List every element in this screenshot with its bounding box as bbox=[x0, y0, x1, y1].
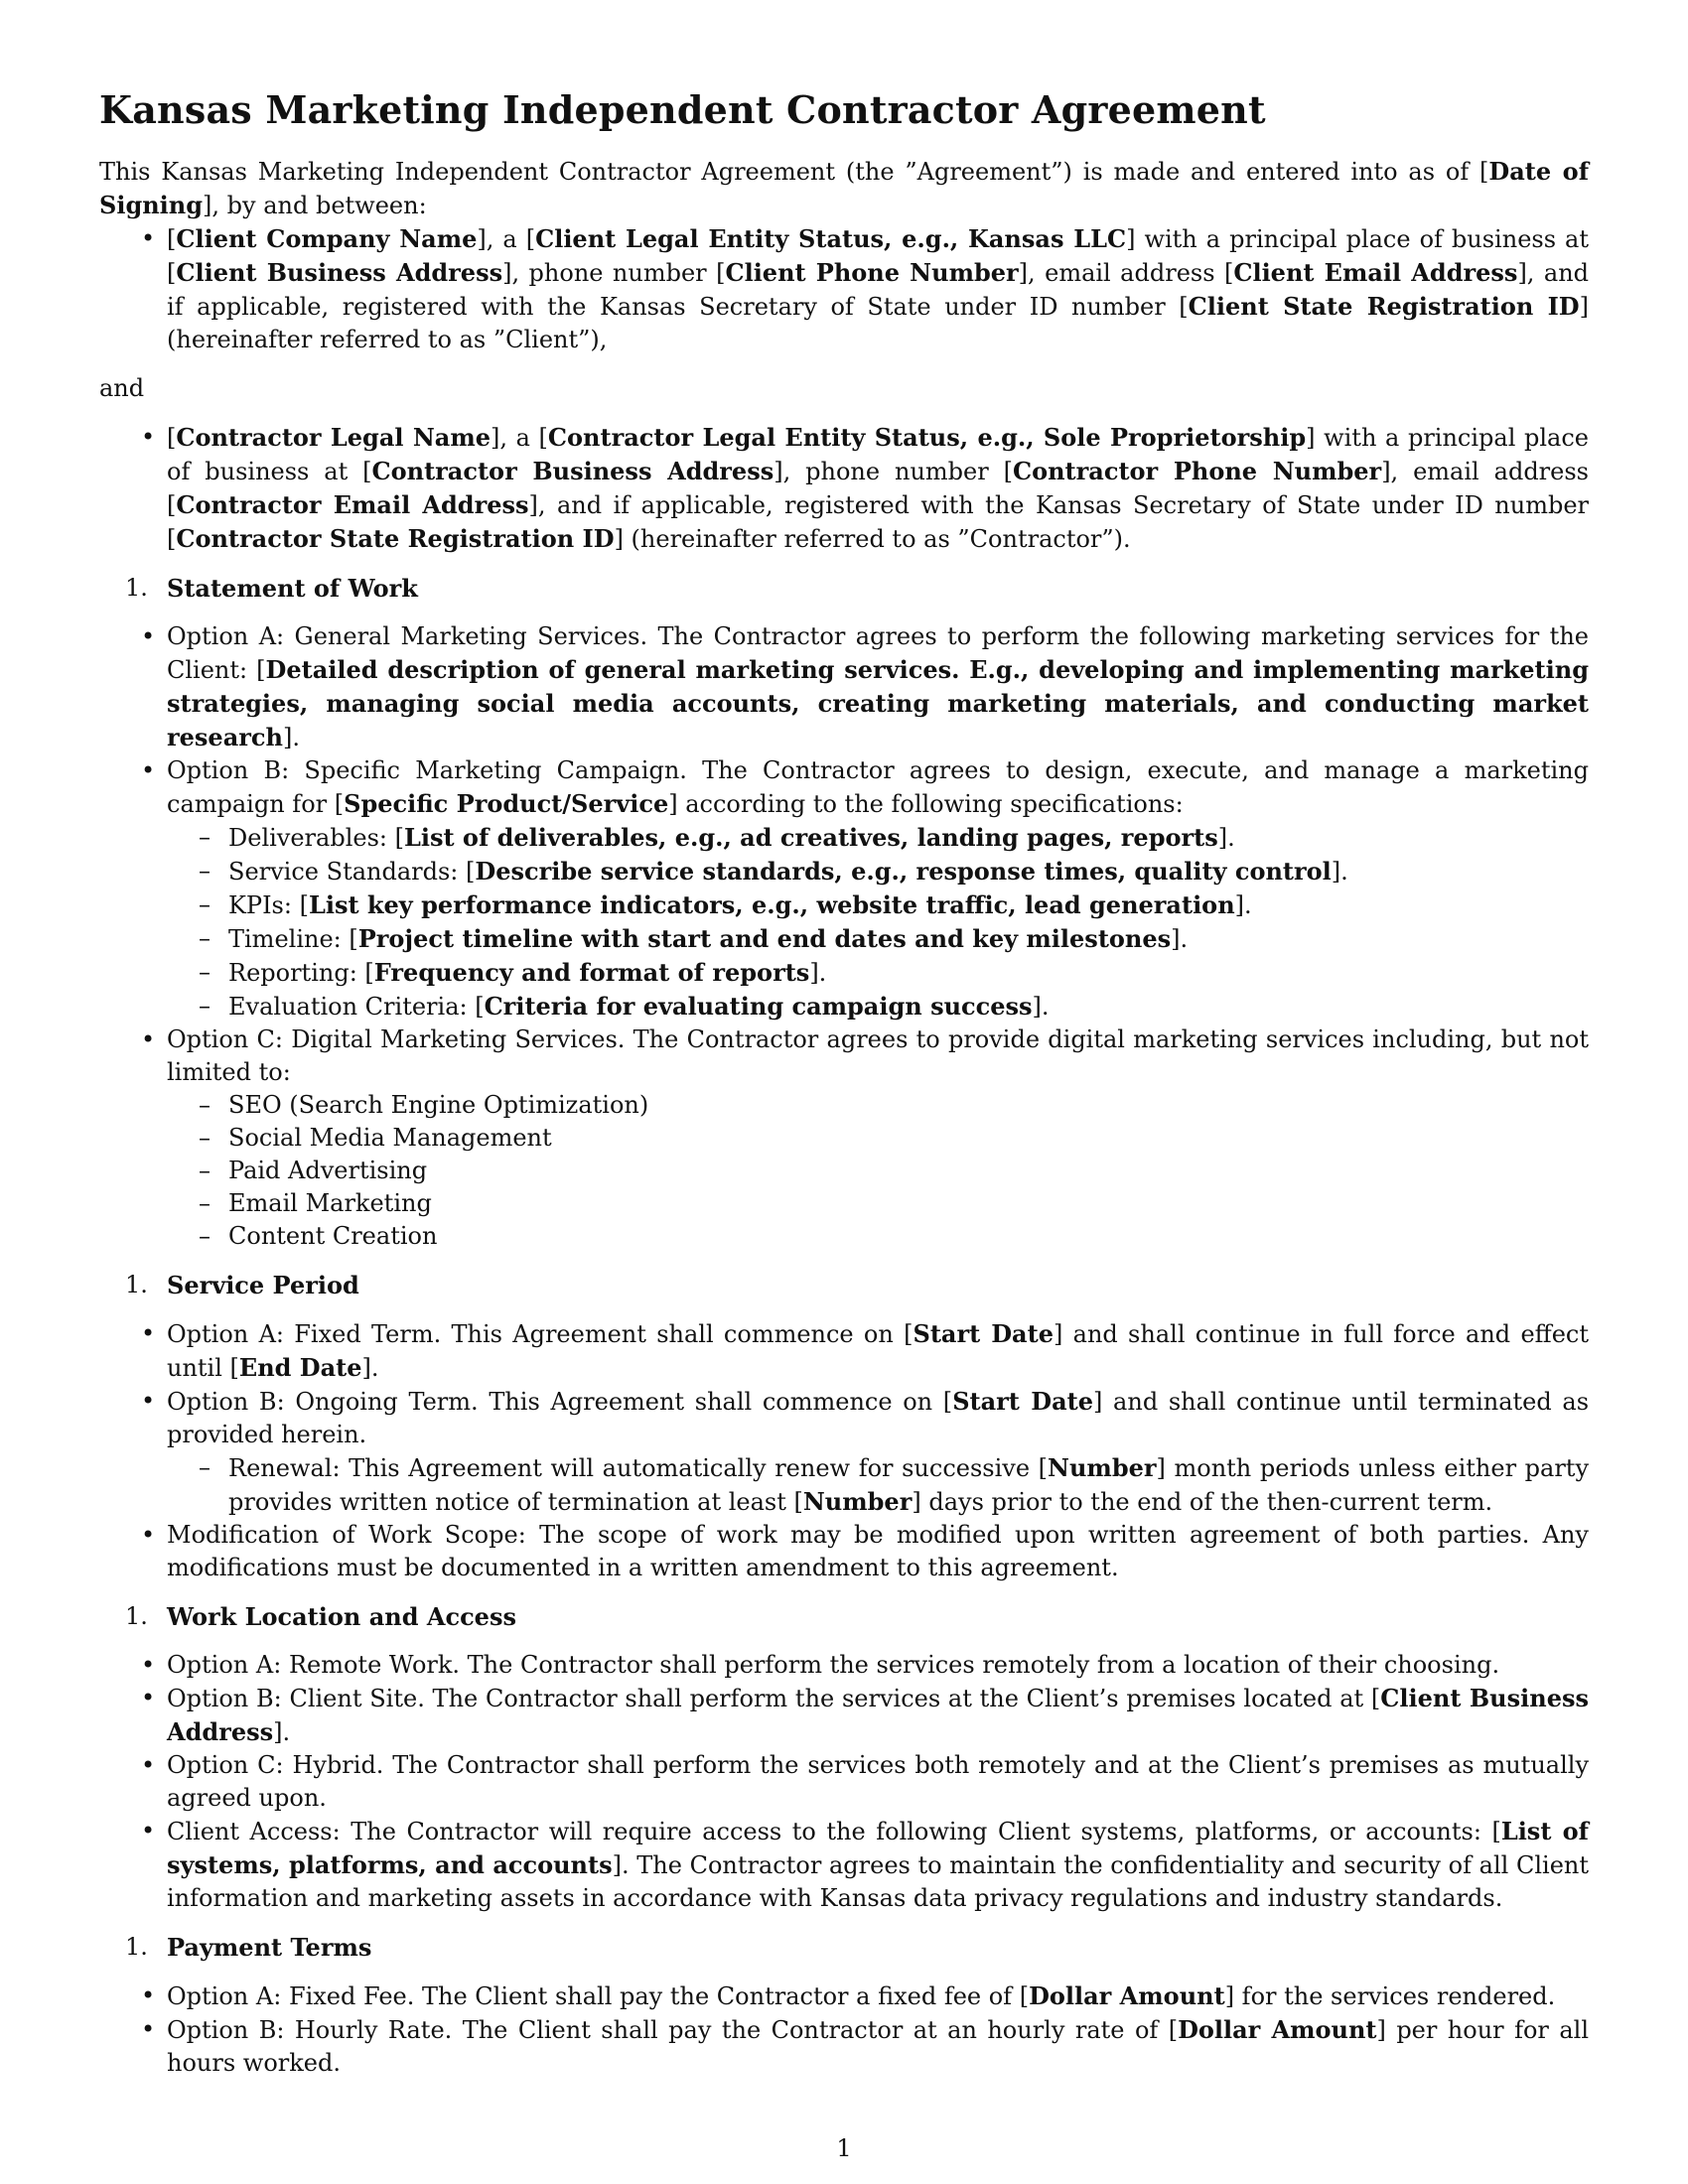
sow-a-placeholder: Detailed description of general marketing services. E.g., developing and implementing marketing strategies, managing social media accounts, creating marketing materials, and conducting market research bbox=[167, 654, 1589, 751]
payment-option-a bbox=[167, 1979, 1589, 2013]
period-a-text-2: ] and shall continue in full force and effect until [ bbox=[167, 1319, 1590, 1382]
spec-placeholder: Describe service standards, e.g., response times, quality control bbox=[475, 856, 1332, 886]
spec-placeholder: List key performance indicators, e.g., website traffic, lead generation bbox=[308, 889, 1235, 919]
payment-b-text: Option B: Hourly Rate. The Client shall pay the Contractor at an hourly rate of [ bbox=[167, 2015, 1179, 2044]
section-number: 1. bbox=[125, 573, 148, 602]
section-title: Payment Terms bbox=[167, 1932, 372, 1962]
renewal-list bbox=[167, 1451, 1589, 1519]
client-text-f: ] (hereinafter referred to as ”Client”), bbox=[167, 292, 1589, 353]
client-address-placeholder: Client Business Address bbox=[167, 1683, 1589, 1746]
renewal-text-2: ] month periods unless either party provides written notice of termination at least [ bbox=[228, 1453, 1590, 1516]
dollar-amount-placeholder: Dollar Amount bbox=[1178, 2014, 1377, 2044]
contractor-email-placeholder: Contractor Email Address bbox=[176, 489, 529, 519]
client-phone-placeholder: Client Phone Number bbox=[725, 257, 1019, 287]
systems-placeholder: List of systems, platforms, and accounts bbox=[167, 1816, 1590, 1879]
period-a-close: ]. bbox=[361, 1353, 379, 1382]
client-text-d: ], email address [ bbox=[1018, 258, 1234, 287]
client-entity-placeholder: Client Legal Entity Status, e.g., Kansas LLC bbox=[535, 223, 1127, 253]
contractor-name-placeholder: Contractor Legal Name bbox=[176, 422, 492, 452]
contractor-text-e: ], and if applicable, registered with the Kansas Secretary of State under ID number [ bbox=[167, 490, 1590, 553]
contractor-party-list bbox=[99, 421, 1589, 556]
spec-item bbox=[228, 990, 1589, 1024]
client-text-a: ], a [ bbox=[477, 224, 536, 253]
sow-option-c bbox=[167, 1024, 1589, 1253]
section-title: Work Location and Access bbox=[167, 1601, 516, 1631]
section-number: 1. bbox=[125, 1932, 148, 1961]
location-b-close: ]. bbox=[273, 1717, 291, 1746]
spec-label: Reporting: [ bbox=[228, 958, 374, 987]
contractor-entity-placeholder: Contractor Legal Entity Status, e.g., Sole Proprietorship bbox=[547, 422, 1307, 452]
campaign-spec-list bbox=[167, 821, 1589, 1024]
spec-close: ]. bbox=[1217, 823, 1235, 852]
payment-terms-list bbox=[99, 1979, 1589, 2080]
number-placeholder: Number bbox=[802, 1486, 913, 1516]
access-text-2: ]. The Contractor agrees to maintain the confidentiality and security of all Client information and marketing assets in accordance with Kansas data privacy regulations and industry standards. bbox=[167, 1850, 1589, 1912]
dollar-amount-placeholder: Dollar Amount bbox=[1029, 1980, 1225, 2010]
payment-a-text: Option A: Fixed Fee. The Client shall pay the Contractor a fixed fee of [ bbox=[167, 1981, 1030, 2010]
period-b-text-2: ] and shall continue until terminated as provided herein. bbox=[167, 1387, 1590, 1448]
contractor-text-a: ], a [ bbox=[491, 423, 548, 452]
start-date-placeholder: Start Date bbox=[913, 1318, 1054, 1348]
digital-service-item: – Email Marketing bbox=[228, 1187, 1589, 1220]
spec-close: ]. bbox=[1234, 890, 1252, 919]
contractor-phone-placeholder: Contractor Phone Number bbox=[1013, 456, 1382, 485]
spec-label: Deliverables: [ bbox=[228, 823, 404, 852]
contractor-text-d: ], email address [ bbox=[167, 457, 1589, 519]
period-option-b bbox=[167, 1385, 1589, 1519]
end-date-placeholder: End Date bbox=[238, 1352, 362, 1382]
section-heading-statement-of-work bbox=[99, 572, 1589, 605]
client-address-placeholder: Client Business Address bbox=[176, 257, 503, 287]
spec-placeholder: Criteria for evaluating campaign success bbox=[484, 991, 1033, 1021]
period-option-a bbox=[167, 1317, 1589, 1385]
date-placeholder: Date of Signing bbox=[99, 156, 1590, 219]
digital-service-item: – Social Media Management bbox=[228, 1122, 1589, 1155]
spec-item bbox=[228, 821, 1589, 855]
client-text-c: ], phone number [ bbox=[502, 258, 726, 287]
spec-item bbox=[228, 956, 1589, 990]
spec-item bbox=[228, 855, 1589, 888]
spec-close: ]. bbox=[1032, 992, 1050, 1021]
contractor-text-c: ], phone number [ bbox=[774, 457, 1013, 485]
section-heading-work-location bbox=[99, 1600, 1589, 1633]
start-date-placeholder: Start Date bbox=[952, 1386, 1094, 1416]
contractor-address-placeholder: Contractor Business Address bbox=[371, 456, 774, 485]
client-email-placeholder: Client Email Address bbox=[1233, 257, 1518, 287]
digital-service-item: – SEO (Search Engine Optimization) bbox=[228, 1089, 1589, 1122]
work-location-list bbox=[99, 1649, 1589, 1915]
contractor-party-item: • [Contractor Legal Name], a [Contractor Legal Entity Status, e.g., Sole Proprietorship] with a principal place of business at [Contractor Business Address], phone number [Contractor Phone Number], email address [Contractor Email Address], and if applicable, registered with the Kansas Secretary of State under ID number [Contractor State Registration ID] (hereinafter referred to as ”Contractor”). bbox=[167, 421, 1589, 556]
location-option-a: • Option A: Remote Work. The Contractor shall perform the services remotely from a location of their choosing. bbox=[167, 1649, 1589, 1682]
sow-b-placeholder: Specific Product/Service bbox=[344, 788, 669, 818]
client-reg-placeholder: Client State Registration ID bbox=[1188, 291, 1580, 321]
client-text-b: ] with a principal place of business at [ bbox=[167, 224, 1590, 287]
intro-paragraph bbox=[99, 155, 1589, 222]
sow-b-text: Option B: Specific Marketing Campaign. The Contractor agrees to design, execute, and manage a marketing campaign for [ bbox=[167, 755, 1589, 818]
section-title: Service Period bbox=[167, 1270, 359, 1299]
service-period-list bbox=[99, 1317, 1589, 1584]
and-connector: and bbox=[99, 373, 145, 402]
contractor-reg-placeholder: Contractor State Registration ID bbox=[176, 523, 615, 553]
document-title: Kansas Marketing Independent Contractor Agreement bbox=[99, 87, 1266, 132]
access-text: Client Access: The Contractor will require access to the following Client systems, platforms, or accounts: [ bbox=[167, 1817, 1501, 1845]
section-heading-payment-terms bbox=[99, 1931, 1589, 1964]
payment-option-b bbox=[167, 2013, 1589, 2080]
payment-a-text-2: ] for the services rendered. bbox=[1224, 1981, 1556, 2010]
section-number: 1. bbox=[125, 1270, 148, 1298]
spec-close: ]. bbox=[1171, 924, 1189, 953]
client-name-placeholder: Client Company Name bbox=[176, 223, 478, 253]
spec-placeholder: Frequency and format of reports bbox=[373, 957, 810, 987]
spec-item bbox=[228, 922, 1589, 956]
spec-close: ]. bbox=[809, 958, 827, 987]
statement-of-work-list bbox=[99, 620, 1589, 1253]
spec-close: ]. bbox=[1331, 857, 1348, 886]
location-option-c: • Option C: Hybrid. The Contractor shall perform the services both remotely and at the Client’s premises as mutually agreed upon. bbox=[167, 1749, 1589, 1815]
page-number: 1 bbox=[836, 2134, 852, 2162]
period-b-text: Option B: Ongoing Term. This Agreement shall commence on [ bbox=[167, 1387, 953, 1416]
client-party-list bbox=[99, 222, 1589, 356]
spec-label: Service Standards: [ bbox=[228, 857, 476, 886]
client-access-item bbox=[167, 1815, 1589, 1915]
spec-placeholder: Project timeline with start and end dates and key milestones bbox=[357, 923, 1172, 953]
sow-b-text-end: ] according to the following specifications: bbox=[668, 789, 1184, 818]
number-placeholder: Number bbox=[1048, 1452, 1157, 1482]
payment-b-text-2: ] per hour for all hours worked. bbox=[167, 2015, 1589, 2077]
period-a-text: Option A: Fixed Term. This Agreement shall commence on [ bbox=[167, 1319, 914, 1348]
digital-services-list bbox=[167, 1089, 1589, 1253]
contractor-text-b: ] with a principal place of business at [ bbox=[167, 423, 1589, 485]
client-text-e: ], and if applicable, registered with the Kansas Secretary of State under ID number [ bbox=[167, 258, 1590, 321]
document-page bbox=[99, 87, 1589, 2080]
intro-text-end: ], by and between: bbox=[203, 191, 427, 219]
modification-item: • Modification of Work Scope: The scope of work may be modified upon written agreement of both parties. Any modifications must be documented in a written amendment to this agreement. bbox=[167, 1519, 1589, 1584]
location-b-text: Option B: Client Site. The Contractor shall perform the services at the Client’s premises located at [ bbox=[167, 1684, 1381, 1712]
section-number: 1. bbox=[125, 1601, 148, 1630]
location-option-b bbox=[167, 1682, 1589, 1749]
section-title: Statement of Work bbox=[167, 573, 418, 603]
renewal-text-3: ] days prior to the end of the then-current term. bbox=[912, 1487, 1493, 1516]
spec-item bbox=[228, 888, 1589, 922]
spec-label: Evaluation Criteria: [ bbox=[228, 992, 485, 1021]
sow-c-text: Option C: Digital Marketing Services. The Contractor agrees to provide digital marketing services including, but not limited to: bbox=[167, 1024, 1589, 1086]
spec-placeholder: List of deliverables, e.g., ad creatives, landing pages, reports bbox=[403, 822, 1218, 852]
intro-text: This Kansas Marketing Independent Contractor Agreement (the ”Agreement”) is made and entered into as of [ bbox=[99, 157, 1489, 186]
client-party-item: • [Client Company Name], a [Client Legal Entity Status, e.g., Kansas LLC] with a principal place of business at [Client Business Address], phone number [Client Phone Number], email address [Client Email Address], and if applicable, registered with the Kansas Secretary of State under ID number [Client State Registration ID] (hereinafter referred to as ”Client”), bbox=[167, 222, 1589, 356]
spec-label: Timeline: [ bbox=[228, 924, 358, 953]
contractor-text-f: ] (hereinafter referred to as ”Contractor”). bbox=[614, 524, 1131, 553]
sow-option-b bbox=[167, 754, 1589, 1024]
sow-a-close: ]. bbox=[282, 723, 300, 751]
digital-service-item: – Paid Advertising bbox=[228, 1155, 1589, 1187]
renewal-text: Renewal: This Agreement will automatically renew for successive [ bbox=[228, 1453, 1049, 1482]
section-heading-service-period bbox=[99, 1269, 1589, 1301]
spec-label: KPIs: [ bbox=[228, 890, 309, 919]
renewal-item bbox=[228, 1451, 1589, 1519]
sow-a-text: Option A: General Marketing Services. The Contractor agrees to perform the following marketing services for the Client: [ bbox=[167, 621, 1589, 684]
digital-service-item: – Content Creation bbox=[228, 1220, 1589, 1253]
sow-option-a bbox=[167, 620, 1589, 754]
